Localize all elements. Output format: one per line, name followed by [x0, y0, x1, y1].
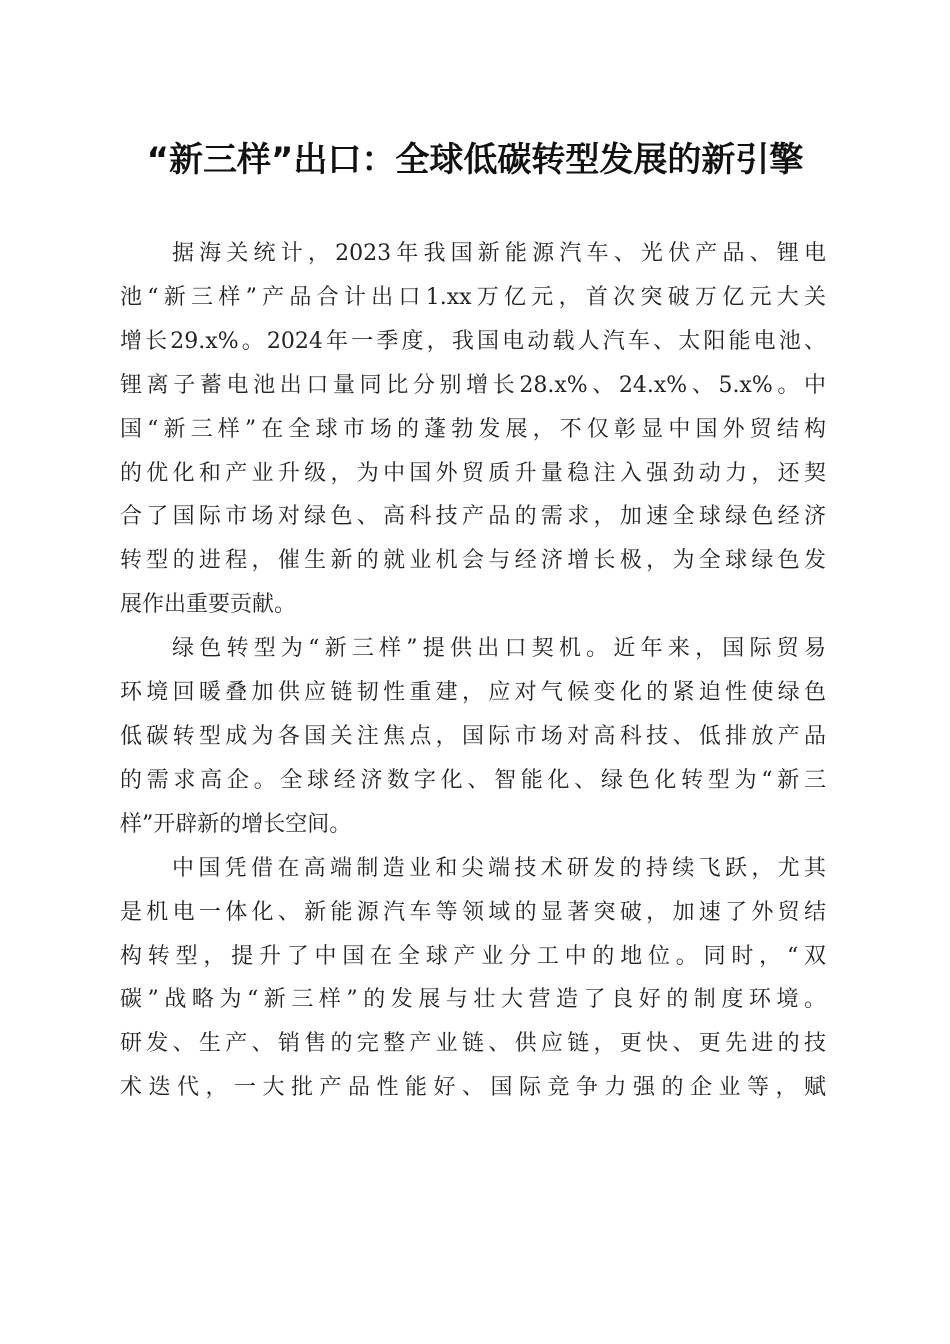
document-body	[120, 232, 826, 1110]
text-line: 术迭代，一大批产品性能好、国际竞争力强的企业等，赋	[120, 1075, 826, 1101]
paragraph-3	[120, 847, 826, 1110]
text-line: 是机电一体化、新能源汽车等领域的显著突破，加速了外贸结	[120, 899, 826, 925]
document-title: “新三样”出口：全球低碳转型发展的新引擎	[146, 140, 804, 180]
text-line: 绿色转型为“新三样”提供出口契机。近年来，国际贸易	[172, 636, 826, 662]
text-line: 国“新三样”在全球市场的蓬勃发展，不仅彰显中国外贸结构	[120, 416, 826, 442]
text-line: 合了国际市场对绿色、高科技产品的需求，加速全球绿色经济	[120, 504, 826, 530]
text-line: 碳”战略为“新三样”的发展与壮大营造了良好的制度环境。	[120, 987, 826, 1013]
text-line: 转型的进程，催生新的就业机会与经济增长极，为全球绿色发	[120, 548, 826, 574]
text-line: 环境回暖叠加供应链韧性重建，应对气候变化的紧迫性使绿色	[120, 680, 826, 706]
text-line: 的优化和产业升级，为中国外贸质升量稳注入强劲动力，还契	[120, 460, 826, 486]
paragraph-2	[120, 627, 826, 847]
text-line: 低碳转型成为各国关注焦点，国际市场对高科技、低排放产品	[120, 723, 826, 749]
text-line: 中国凭借在高端制造业和尖端技术研发的持续飞跃，尤其	[172, 855, 826, 881]
text-line: 研发、生产、销售的完整产业链、供应链，更快、更先进的技	[120, 1031, 826, 1057]
text-line: 池“新三样”产品合计出口1.xx万亿元，首次突破万亿元大关	[120, 284, 826, 310]
text-line: 增长29.x%。2024年一季度，我国电动载人汽车、太阳能电池、	[120, 328, 826, 354]
text-line: 样”开辟新的增长空间。	[120, 811, 352, 837]
text-line: 据海关统计，2023年我国新能源汽车、光伏产品、锂电	[172, 241, 826, 266]
text-line: 展作出重要贡献。	[120, 592, 297, 618]
text-line: 构转型，提升了中国在全球产业分工中的地位。同时，“双	[120, 943, 826, 969]
paragraph-1	[120, 232, 826, 627]
text-line: 锂离子蓄电池出口量同比分别增长28.x%、24.x%、5.x%。中	[120, 372, 826, 398]
text-line: 的需求高企。全球经济数字化、智能化、绿色化转型为“新三	[120, 767, 826, 793]
